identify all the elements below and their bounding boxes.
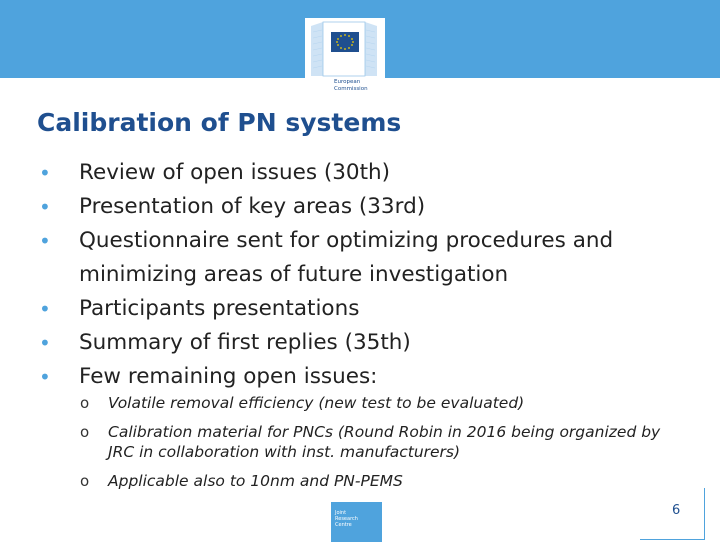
bullet-text: Presentation of key areas (33rd) [79, 194, 426, 219]
bullet-text: Review of open issues (30th) [79, 160, 391, 185]
circle-bullet-icon: o [80, 472, 90, 490]
sub-bullet-item [80, 422, 680, 462]
jrc-logo [331, 502, 382, 542]
bullet-text: Participants presentations [79, 296, 360, 321]
logo-text-line-2: Commission [334, 85, 368, 92]
bullet-text: Few remaining open issues: [79, 364, 378, 389]
jrc-text-line-1: Joint [335, 510, 347, 516]
bullet-item [37, 190, 697, 224]
bullet-item [37, 224, 697, 292]
sub-bullet-item [80, 471, 680, 491]
bullet-dot-icon: • [39, 297, 51, 321]
jrc-logo-text [335, 510, 358, 528]
sub-bullet-list [80, 393, 680, 500]
bullet-dot-icon: • [39, 195, 51, 219]
bullet-item [37, 156, 697, 190]
bullet-dot-icon: • [39, 365, 51, 389]
circle-bullet-icon: o [80, 423, 90, 441]
european-commission-logo-text [334, 79, 384, 92]
sub-bullet-text: Volatile removal efficiency (new test to be evaluated) [108, 394, 525, 412]
page-number: 6 [672, 503, 681, 518]
slide-title: Calibration of PN systems [37, 108, 402, 137]
jrc-text-line-3: Centre [335, 522, 352, 528]
european-commission-logo [305, 18, 385, 102]
sub-bullet-text: Applicable also to 10nm and PN-PEMS [108, 472, 403, 490]
bullet-list [37, 156, 697, 394]
sub-bullet-item [80, 393, 680, 413]
corner-divider-vertical [704, 488, 705, 540]
logo-text-line-1: European [334, 79, 361, 85]
bullet-text: Questionnaire sent for optimizing procedures and minimizing areas of future investigation [79, 228, 614, 287]
circle-bullet-icon: o [80, 394, 90, 412]
bullet-dot-icon: • [39, 229, 51, 253]
bullet-item [37, 326, 697, 360]
bullet-dot-icon: • [39, 161, 51, 185]
sub-bullet-text: Calibration material for PNCs (Round Robin in 2016 being organized by JRC in collaboration with inst. manufacturers) [108, 423, 661, 461]
bullet-item [37, 292, 697, 326]
bullet-item [37, 360, 697, 394]
bullet-dot-icon: • [39, 331, 51, 355]
bullet-text: Summary of first replies (35th) [79, 330, 411, 355]
jrc-text-line-2: Research [335, 516, 358, 522]
